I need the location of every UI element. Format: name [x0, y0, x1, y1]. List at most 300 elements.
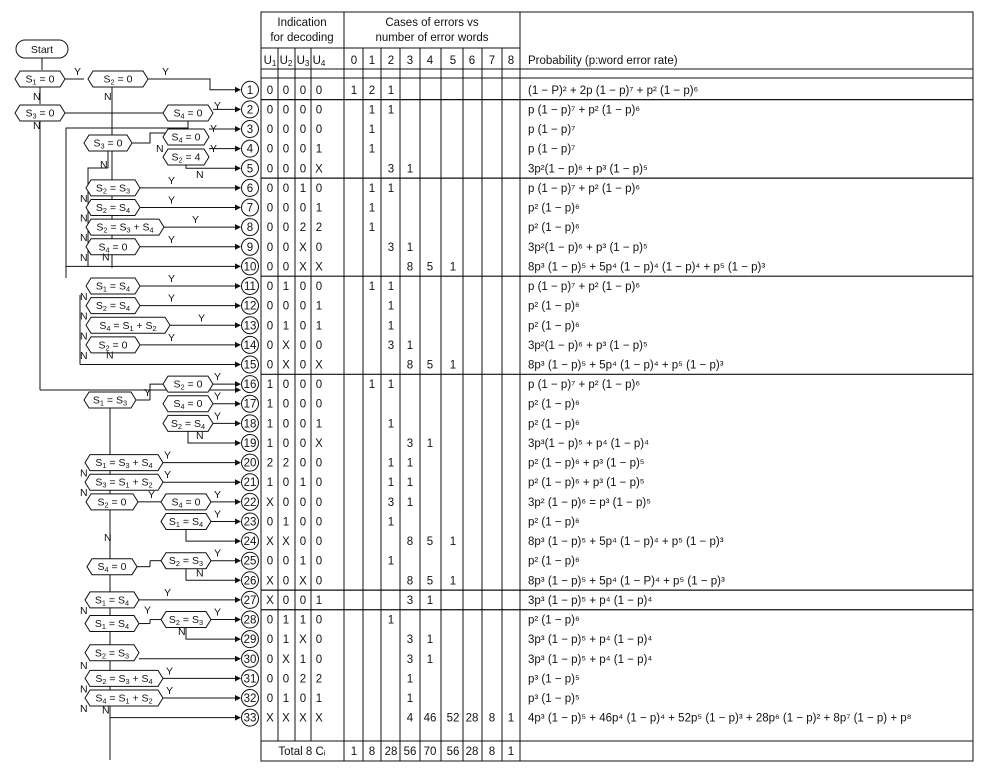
yes-label: Y — [168, 233, 176, 246]
u-value: 0 — [282, 84, 290, 97]
decision-label: S4 = 0 — [173, 398, 203, 411]
arrow-head — [235, 146, 241, 152]
decision-box — [86, 298, 140, 314]
u-value: 1 — [315, 693, 323, 706]
no-label: N — [80, 330, 88, 343]
decision-box — [161, 494, 211, 510]
u-value: 0 — [282, 163, 290, 176]
error-count: 1 — [387, 281, 395, 294]
u-value: 0 — [282, 104, 290, 117]
u-value: 0 — [266, 555, 274, 568]
decision-label: S1 = S3 — [92, 394, 128, 408]
u-value: 0 — [282, 222, 290, 235]
no-label: N — [80, 659, 88, 672]
probability-expression: 3p²(1 − p)⁶ + p³ (1 − p)⁵ — [528, 163, 648, 176]
header-cases: Cases of errors vs — [385, 17, 479, 29]
no-label: N — [33, 120, 41, 132]
connector-line — [186, 569, 240, 581]
decision-label: S3 = 0 — [25, 107, 55, 121]
u-value: 0 — [315, 124, 323, 137]
decision-flowchart — [15, 40, 241, 760]
u-value: 0 — [315, 182, 323, 195]
arrow-head — [235, 283, 241, 289]
probability-expression: p² (1 − p)⁶ — [528, 418, 580, 431]
u-value: 0 — [282, 182, 290, 195]
u-value: 0 — [266, 182, 274, 195]
no-label: N — [196, 169, 204, 181]
arrow-head — [235, 87, 241, 93]
no-label: N — [104, 91, 112, 103]
u-value: 0 — [299, 320, 307, 333]
arrow-head — [235, 244, 241, 250]
decision-label: S4 = S1 + S2 — [95, 692, 153, 706]
connector-line — [150, 384, 163, 400]
error-count: 1 — [387, 477, 395, 490]
no-label: N — [80, 192, 88, 205]
u-value: 1 — [299, 477, 307, 490]
u-value: 0 — [266, 241, 274, 254]
decision-label: S3 = 0 — [93, 137, 123, 151]
probability-expression: p² (1 − p)⁶ — [528, 300, 580, 313]
u-value: 0 — [299, 496, 307, 509]
u-value: 0 — [266, 143, 274, 156]
error-count: 1 — [406, 673, 414, 686]
decision-label: S2 = 0 — [97, 496, 127, 510]
u-value: 2 — [299, 673, 307, 686]
total-value: 70 — [423, 746, 437, 758]
header-u-col: U2 — [279, 55, 293, 68]
yes-label: Y — [144, 387, 152, 399]
u-value: 0 — [299, 418, 307, 431]
error-count: 28 — [465, 712, 479, 725]
yes-label: Y — [168, 273, 176, 286]
decision-label: S3 = S1 + S2 — [95, 476, 153, 490]
u-value: 0 — [299, 398, 307, 411]
error-count: 1 — [350, 84, 358, 97]
probability-expression: 3p³ (1 − p)⁵ + p⁴ (1 − p)⁴ — [528, 634, 653, 647]
table-row — [242, 591, 653, 608]
error-count: 5 — [426, 261, 434, 274]
probability-expression: 4p³ (1 − p)⁵ + 46p⁴ (1 − p)⁴ + 52p⁵ (1 − p)³ + 28p⁶ (1 − p)² + 8p⁷ (1 − p) + p⁸ — [528, 712, 912, 725]
table-row — [242, 238, 648, 255]
arrow-head — [235, 597, 241, 603]
probability-expression: p² (1 − p)⁶ — [528, 516, 580, 529]
no-label: N — [106, 349, 114, 362]
u-value: 0 — [266, 673, 274, 686]
u-value: 1 — [315, 143, 323, 156]
table-row — [242, 690, 580, 707]
probability-expression: p³ (1 − p)⁵ — [528, 673, 580, 686]
no-label: N — [156, 143, 164, 155]
u-value: 0 — [282, 202, 290, 215]
yes-label: Y — [214, 606, 222, 619]
arrow-head — [235, 518, 241, 524]
probability-expression: p² (1 − p)⁶ — [528, 202, 580, 215]
table-row — [242, 140, 576, 157]
start-label: Start — [30, 44, 54, 56]
yes-label: Y — [192, 214, 200, 227]
decision-label: S1 = 0 — [25, 73, 55, 87]
u-value: 0 — [299, 202, 307, 215]
row-number: 22 — [243, 496, 257, 509]
probability-expression: p (1 − p)⁷ — [528, 143, 576, 156]
u-value: 0 — [282, 555, 290, 568]
yes-label: Y — [198, 312, 206, 325]
arrow-head — [235, 440, 241, 446]
yes-label: Y — [148, 488, 156, 501]
total-value: 56 — [446, 746, 460, 758]
probability-expression: p² (1 − p)⁶ — [528, 398, 580, 411]
table-row — [242, 454, 645, 471]
decision-box — [163, 129, 209, 145]
row-number: 11 — [244, 281, 256, 294]
u-value: 0 — [315, 84, 323, 97]
probability-expression: p² (1 − p)⁶ — [528, 222, 580, 235]
probability-expression: p (1 − p)⁷ + p² (1 − p)⁶ — [528, 104, 641, 117]
u-value: 0 — [266, 614, 274, 627]
u-value: 0 — [315, 281, 323, 294]
u-value: 0 — [282, 496, 290, 509]
no-label: N — [80, 487, 88, 500]
table-row — [242, 493, 652, 510]
u-value: 1 — [315, 202, 323, 215]
u-value: 0 — [315, 379, 323, 392]
no-label: N — [80, 604, 88, 617]
u-value: 0 — [299, 693, 307, 706]
u-value: 0 — [266, 281, 274, 294]
error-count: 52 — [446, 712, 460, 725]
table-row — [242, 356, 724, 373]
row-number: 15 — [243, 359, 257, 372]
probability-expression: p (1 − p)⁷ + p² (1 − p)⁶ — [528, 379, 641, 392]
arrow-head — [235, 558, 241, 564]
yes-label: Y — [210, 123, 218, 135]
decision-label: S4 = 0 — [171, 496, 201, 510]
arrow-head — [235, 695, 241, 701]
arrow-head — [235, 656, 241, 662]
yes-label: Y — [214, 547, 222, 560]
table-row — [242, 258, 766, 275]
no-label: N — [102, 251, 110, 264]
error-count: 1 — [449, 575, 457, 588]
connector-line — [148, 79, 240, 90]
table-row — [242, 670, 580, 687]
error-count: 8 — [406, 359, 414, 372]
u-value: 0 — [266, 222, 274, 235]
u-value: X — [266, 536, 274, 549]
u-value: 0 — [299, 437, 307, 450]
u-value: 1 — [266, 379, 274, 392]
u-value: 0 — [299, 516, 307, 529]
u-value: 1 — [266, 398, 274, 411]
arrow-head — [235, 381, 241, 387]
decision-box — [87, 559, 137, 575]
error-count: 1 — [406, 339, 414, 352]
decision-box — [86, 200, 140, 216]
u-value: 0 — [266, 339, 274, 352]
error-count: 8 — [406, 575, 414, 588]
u-value: 0 — [266, 516, 274, 529]
u-value: 0 — [315, 339, 323, 352]
no-label: N — [80, 310, 88, 323]
decision-box — [15, 71, 65, 87]
error-count: 1 — [406, 457, 414, 470]
yes-label: Y — [162, 66, 170, 78]
probability-expression: p (1 − p)⁷ + p² (1 − p)⁶ — [528, 281, 641, 294]
error-count: 1 — [368, 222, 376, 235]
table-row — [242, 709, 912, 726]
decision-box — [163, 376, 213, 392]
error-count: 1 — [406, 693, 414, 706]
error-count: 1 — [387, 104, 395, 117]
decision-box — [85, 670, 163, 686]
yes-label: Y — [214, 508, 222, 521]
u-value: 2 — [282, 457, 290, 470]
total-label: Total 8 Cᵢ — [278, 746, 326, 758]
row-number: 6 — [246, 182, 254, 195]
u-value: 0 — [266, 261, 274, 274]
error-count: 1 — [507, 712, 515, 725]
u-value: X — [266, 594, 274, 607]
u-value: X — [315, 261, 323, 274]
total-value: 1 — [350, 746, 358, 758]
u-value: X — [315, 437, 323, 450]
error-count: 5 — [426, 359, 434, 372]
u-value: X — [299, 712, 307, 725]
u-value: 1 — [266, 418, 274, 431]
u-value: X — [299, 575, 307, 588]
u-value: 1 — [282, 320, 290, 333]
decision-box — [86, 278, 140, 294]
row-number: 24 — [243, 536, 257, 549]
u-value: X — [282, 359, 290, 372]
u-value: 0 — [299, 84, 307, 97]
error-count: 1 — [368, 143, 376, 156]
error-count: 5 — [426, 575, 434, 588]
error-count: 1 — [368, 202, 376, 215]
arrow-head — [235, 185, 241, 191]
error-count: 1 — [387, 84, 395, 97]
total-value: 8 — [368, 746, 376, 758]
arrow-head — [235, 342, 241, 348]
decision-box — [163, 149, 209, 165]
no-label: N — [100, 159, 108, 171]
u-value: 1 — [282, 281, 290, 294]
decision-label: S2 = 0 — [98, 339, 128, 353]
u-value: 0 — [266, 653, 274, 666]
yes-label: Y — [164, 469, 172, 482]
table-row — [242, 415, 580, 432]
arrow-head — [235, 401, 241, 407]
decision-box — [85, 616, 139, 632]
decision-label: S2 = 0 — [173, 378, 203, 392]
probability-expression: p (1 − p)⁷ — [528, 124, 576, 137]
decision-label: S4 = 0 — [97, 561, 127, 574]
u-value: 0 — [315, 457, 323, 470]
u-value: 0 — [282, 124, 290, 137]
total-value: 28 — [465, 746, 479, 758]
u-value: 0 — [315, 477, 323, 490]
arrow-head — [235, 303, 241, 309]
arrow-head — [235, 387, 241, 393]
row-number: 3 — [246, 124, 254, 137]
decision-box — [85, 455, 163, 471]
no-label: N — [80, 467, 88, 480]
u-value: 0 — [266, 693, 274, 706]
probability-expression: p² (1 − p)⁶ + p³ (1 − p)⁵ — [528, 477, 645, 490]
u-value: 0 — [315, 634, 323, 647]
header-error-col: 0 — [350, 55, 358, 67]
u-value: 0 — [282, 241, 290, 254]
decision-box — [85, 645, 139, 661]
error-count: 3 — [387, 241, 395, 254]
no-label: N — [196, 429, 204, 442]
u-value: 1 — [315, 594, 323, 607]
u-value: X — [299, 634, 307, 647]
error-count: 3 — [387, 496, 395, 509]
yes-label: Y — [164, 449, 172, 462]
u-value: 0 — [266, 300, 274, 313]
header-error-col: 5 — [449, 55, 457, 67]
yes-label: Y — [168, 194, 176, 207]
u-value: 1 — [299, 653, 307, 666]
row-number: 21 — [243, 477, 257, 490]
probability-expression: 8p³ (1 − p)⁵ + 5p⁴ (1 − P)⁴ + p⁵ (1 − p)³ — [528, 575, 725, 588]
yes-label: Y — [168, 292, 176, 305]
u-value: 0 — [282, 575, 290, 588]
probability-expression: 3p³ (1 − p)⁵ + p⁴ (1 − p)⁴ — [528, 594, 653, 607]
probability-expression: 3p³ (1 − p)⁵ + p⁴ (1 − p)⁴ — [528, 653, 653, 666]
decision-box — [86, 219, 164, 235]
yes-label: Y — [74, 66, 82, 78]
u-value: 0 — [282, 477, 290, 490]
row-number: 8 — [246, 222, 254, 235]
decision-box — [84, 392, 136, 408]
row-number: 16 — [243, 379, 257, 392]
error-count: 1 — [368, 104, 376, 117]
u-value: 0 — [315, 614, 323, 627]
decision-box — [86, 180, 140, 196]
u-value: X — [315, 359, 323, 372]
error-count: 1 — [406, 163, 414, 176]
table-row — [242, 533, 724, 550]
header-number: number of error words — [375, 32, 489, 44]
u-value: X — [299, 261, 307, 274]
error-count: 1 — [387, 614, 395, 627]
probability-expression: 3p³(1 − p)⁵ + p⁴ (1 − p)⁴ — [528, 437, 650, 450]
u-value: X — [315, 712, 323, 725]
decision-box — [163, 415, 213, 431]
row-number: 31 — [243, 673, 257, 686]
decision-label: S2 = 0 — [103, 73, 133, 87]
u-value: 0 — [315, 653, 323, 666]
u-value: 1 — [315, 418, 323, 431]
u-value: X — [282, 712, 290, 725]
probability-expression: p² (1 − p)⁶ — [528, 320, 580, 333]
decision-label: S2 = 4 — [171, 151, 201, 165]
u-value: 2 — [266, 457, 274, 470]
table-row — [242, 81, 699, 98]
row-number: 13 — [243, 320, 257, 333]
u-value: 0 — [282, 594, 290, 607]
error-count: 3 — [406, 594, 414, 607]
arrow-head — [235, 715, 241, 721]
arrow-head — [235, 322, 241, 328]
decision-box — [84, 135, 132, 151]
decoding-table — [242, 12, 974, 761]
row-number: 27 — [243, 594, 257, 607]
u-value: X — [315, 163, 323, 176]
connector-line — [186, 529, 240, 541]
error-count: 1 — [449, 359, 457, 372]
row-number: 33 — [243, 712, 257, 725]
u-value: 0 — [299, 379, 307, 392]
probability-expression: 8p³ (1 − p)⁵ + 5p⁴ (1 − p)⁴ + p⁵ (1 − p)³ — [528, 536, 724, 549]
decision-label: S1 = S4 — [168, 515, 204, 529]
arrow-head — [235, 106, 241, 112]
error-count: 1 — [406, 241, 414, 254]
error-count: 8 — [488, 712, 496, 725]
u-value: 1 — [315, 320, 323, 333]
header-error-col: 3 — [406, 55, 414, 67]
decision-label: S4 = S1 + S2 — [99, 319, 157, 333]
decision-label: S2 = S4 — [170, 417, 206, 431]
u-value: 1 — [299, 555, 307, 568]
error-count: 1 — [426, 634, 434, 647]
u-value: 0 — [299, 359, 307, 372]
header-error-col: 8 — [507, 55, 515, 67]
error-count: 1 — [387, 457, 395, 470]
header-error-col: 4 — [426, 55, 434, 67]
probability-expression: 8p³ (1 − p)⁵ + 5p⁴ (1 − p)⁴ (1 − p)⁴ + p⁵ (1 − p)³ — [528, 261, 766, 274]
row-number: 28 — [243, 614, 257, 627]
table-row — [242, 572, 725, 589]
u-value: 0 — [266, 359, 274, 372]
error-count: 8 — [406, 536, 414, 549]
u-value: 0 — [282, 673, 290, 686]
decision-label: S1 = S4 — [94, 618, 130, 631]
no-label: N — [80, 212, 88, 225]
header-for-decoding: for decoding — [270, 32, 334, 44]
decision-box — [163, 105, 213, 121]
error-count: 1 — [368, 182, 376, 195]
u-value: 0 — [266, 634, 274, 647]
u-value: 0 — [315, 398, 323, 411]
arrow-head — [235, 205, 241, 211]
error-count: 4 — [406, 712, 414, 725]
no-label: N — [80, 291, 88, 304]
u-value: 1 — [266, 437, 274, 450]
probability-expression: (1 − P)² + 2p (1 − p)⁷ + p² (1 − p)⁶ — [528, 84, 699, 97]
no-label: N — [178, 626, 186, 639]
row-number: 4 — [246, 143, 254, 156]
u-value: X — [266, 712, 274, 725]
probability-expression: p³ (1 − p)⁵ — [528, 693, 580, 706]
yes-label: Y — [214, 390, 222, 403]
yes-label: Y — [214, 410, 222, 423]
table-row — [242, 513, 580, 530]
u-value: 0 — [315, 555, 323, 568]
decision-label: S2 = S3 + S4 — [95, 672, 153, 686]
error-count: 1 — [449, 261, 457, 274]
table-row — [242, 121, 576, 138]
arrow-head — [235, 460, 241, 466]
yes-label: Y — [168, 331, 176, 344]
decision-box — [163, 396, 213, 412]
row-number: 20 — [243, 457, 257, 470]
decision-label: S2 = S4 — [95, 202, 131, 215]
decision-box — [85, 690, 163, 706]
